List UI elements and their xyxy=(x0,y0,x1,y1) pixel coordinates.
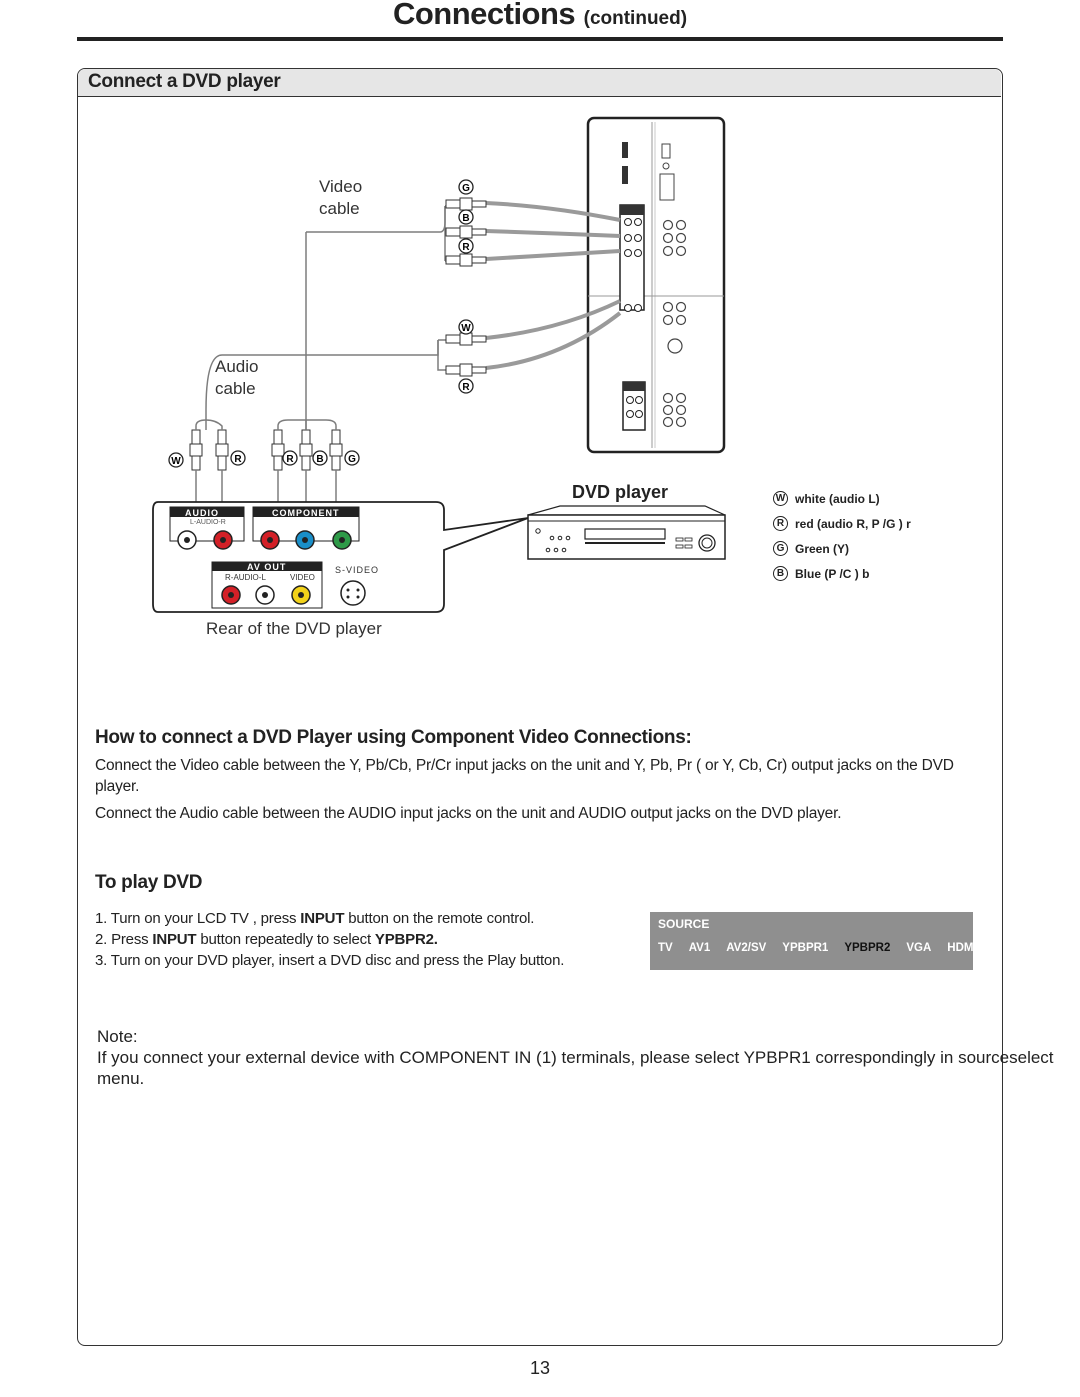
page-title-continued: (continued) xyxy=(583,8,688,29)
play-step-1: 1. Turn on your LCD TV , press INPUT button on the remote control. xyxy=(95,910,535,927)
source-item-vga: VGA xyxy=(906,942,932,954)
badge-r-audio: R xyxy=(462,382,470,393)
audio-cable xyxy=(206,301,620,430)
source-item-av1: AV1 xyxy=(688,942,711,954)
legend-text-green: Green (Y) xyxy=(795,541,850,556)
audio-cable-label-line2: cable xyxy=(215,379,256,398)
source-menu-items xyxy=(658,942,977,954)
svg-text:R: R xyxy=(286,454,294,465)
legend-badge-w: W xyxy=(773,491,788,506)
svg-text:R: R xyxy=(234,454,242,465)
tv-side-badges xyxy=(459,180,473,393)
rear-av-out-label: AV OUT xyxy=(247,562,287,572)
note-line-2: menu. xyxy=(97,1069,145,1088)
rear-audio-group-label: AUDIO xyxy=(185,508,219,518)
note-line-1: If you connect your external device with COMPONENT IN (1) terminals, please select YPBPR1 correspondingly in sourceselect xyxy=(97,1048,1054,1067)
legend-item-white xyxy=(773,486,911,511)
legend-item-green xyxy=(773,536,911,561)
source-item-hdmi: HDMI xyxy=(947,942,977,954)
video-cable-label xyxy=(319,176,362,220)
source-menu-title: SOURCE xyxy=(658,917,710,931)
play-heading: To play DVD xyxy=(95,872,203,893)
source-item-ypbpr2: YPBPR2 xyxy=(844,942,891,954)
source-item-ypbpr1: YPBPR1 xyxy=(782,942,829,954)
rear-audio-sub-label: L-AUDIO-R xyxy=(190,519,226,526)
legend-text-blue: Blue (P /C ) b xyxy=(795,566,870,581)
source-item-tv: TV xyxy=(658,942,673,954)
play-step-2: 2. Press INPUT button repeatedly to select YPBPR2. xyxy=(95,931,438,948)
note-label: Note: xyxy=(97,1027,138,1046)
section-title: Connect a DVD player xyxy=(88,71,281,92)
play-steps xyxy=(95,908,564,971)
video-cable-label-line1: Video xyxy=(319,177,363,196)
dvd-player-front xyxy=(528,506,725,559)
audio-cable-label-line1: Audio xyxy=(215,357,259,376)
rear-caption: Rear of the DVD player xyxy=(206,619,382,638)
legend-text-red: red (audio R, P /G ) r xyxy=(795,516,911,531)
component-para-1-line2: player. xyxy=(95,778,140,795)
svg-text:W: W xyxy=(171,456,181,467)
badge-r-top: R xyxy=(462,242,470,253)
badge-b-top: B xyxy=(462,213,470,224)
source-menu xyxy=(650,912,977,970)
badge-g-top: G xyxy=(462,183,470,194)
legend-item-blue xyxy=(773,561,911,586)
component-plugs xyxy=(446,198,486,266)
component-para-1-line1: Connect the Video cable between the Y, Pb/Cb, Pr/Cr input jacks on the unit and Y, Pb, Pr ( or Y, Cb, Cr) output jacks on the DVD xyxy=(95,757,954,774)
dvd-player-label: DVD player xyxy=(572,482,669,502)
color-legend xyxy=(773,486,911,586)
rear-av-audio-sub-label: R-AUDIO-L xyxy=(225,573,266,582)
rear-svideo-label: S-VIDEO xyxy=(335,565,380,575)
source-item-av2sv: AV2/SV xyxy=(726,942,767,954)
legend-badge-r: R xyxy=(773,516,788,531)
component-para-1 xyxy=(95,755,985,797)
play-step-3: 3. Turn on your DVD player, insert a DVD disc and press the Play button. xyxy=(95,952,565,969)
legend-item-red xyxy=(773,511,911,536)
page-number: 13 xyxy=(529,1358,551,1378)
page-title xyxy=(0,0,1080,32)
audio-plugs xyxy=(446,333,486,376)
title-rule xyxy=(77,37,1003,41)
badge-w-audio: W xyxy=(461,323,471,334)
tv-rear-panel xyxy=(588,118,724,452)
component-heading: How to connect a DVD Player using Component Video Connections: xyxy=(95,727,692,748)
svg-text:G: G xyxy=(348,454,356,465)
legend-text-white: white (audio L) xyxy=(795,491,880,506)
audio-cable-label xyxy=(215,356,258,400)
rear-component-group-label: COMPONENT xyxy=(272,508,340,518)
legend-badge-g: G xyxy=(773,541,788,556)
rear-video-sub-label: VIDEO xyxy=(290,573,315,582)
page-title-main: Connections xyxy=(392,0,576,31)
component-para-2: Connect the Audio cable between the AUDIO input jacks on the unit and AUDIO output jacks on the DVD player. xyxy=(95,805,842,822)
svg-text:B: B xyxy=(316,454,324,465)
legend-badge-b: B xyxy=(773,566,788,581)
video-cable-label-line2: cable xyxy=(319,199,360,218)
